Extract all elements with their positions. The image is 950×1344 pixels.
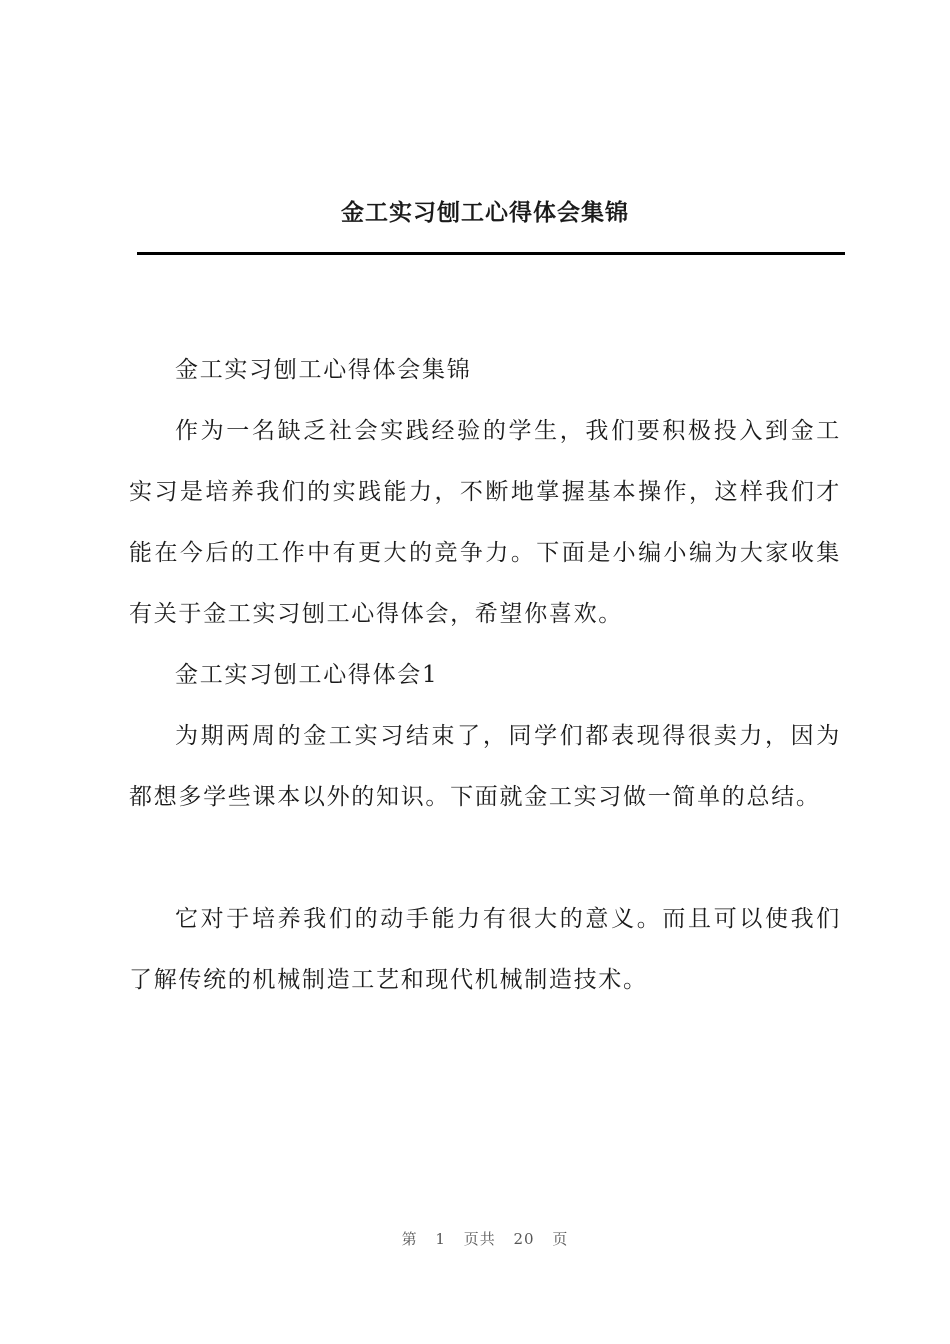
footer-current-page: 1 — [435, 1230, 446, 1248]
page-footer — [0, 1228, 950, 1250]
footer-label-pages: 页 — [552, 1230, 569, 1248]
paragraph-significance: 它对于培养我们的动手能力有很大的意义。而且可以使我们了解传统的机械制造工艺和现代机械制造技术。 — [129, 906, 841, 993]
footer-label-page: 第 — [401, 1230, 418, 1248]
paragraph-section-title: 金工实习刨工心得体会1 — [175, 662, 439, 688]
document-body — [129, 340, 841, 1011]
paragraph-summary: 为期两周的金工实习结束了，同学们都表现得很卖力，因为都想多学些课本以外的知识。下面就金工实习做一简单的总结。 — [129, 723, 841, 810]
footer-label-of: 页共 — [463, 1230, 496, 1248]
paragraph-intro: 作为一名缺乏社会实践经验的学生，我们要积极投入到金工实习是培养我们的实践能力，不断地掌握基本操作，这样我们才能在今后的工作中有更大的竞争力。下面是小编小编为大家收集有关于金工实习刨工心得体会，希望你喜欢。 — [129, 418, 841, 627]
title-divider — [137, 252, 845, 255]
paragraph-heading: 金工实习刨工心得体会集锦 — [175, 357, 472, 383]
footer-total-pages: 20 — [513, 1230, 535, 1248]
document-title: 金工实习刨工心得体会集锦 — [341, 200, 629, 226]
